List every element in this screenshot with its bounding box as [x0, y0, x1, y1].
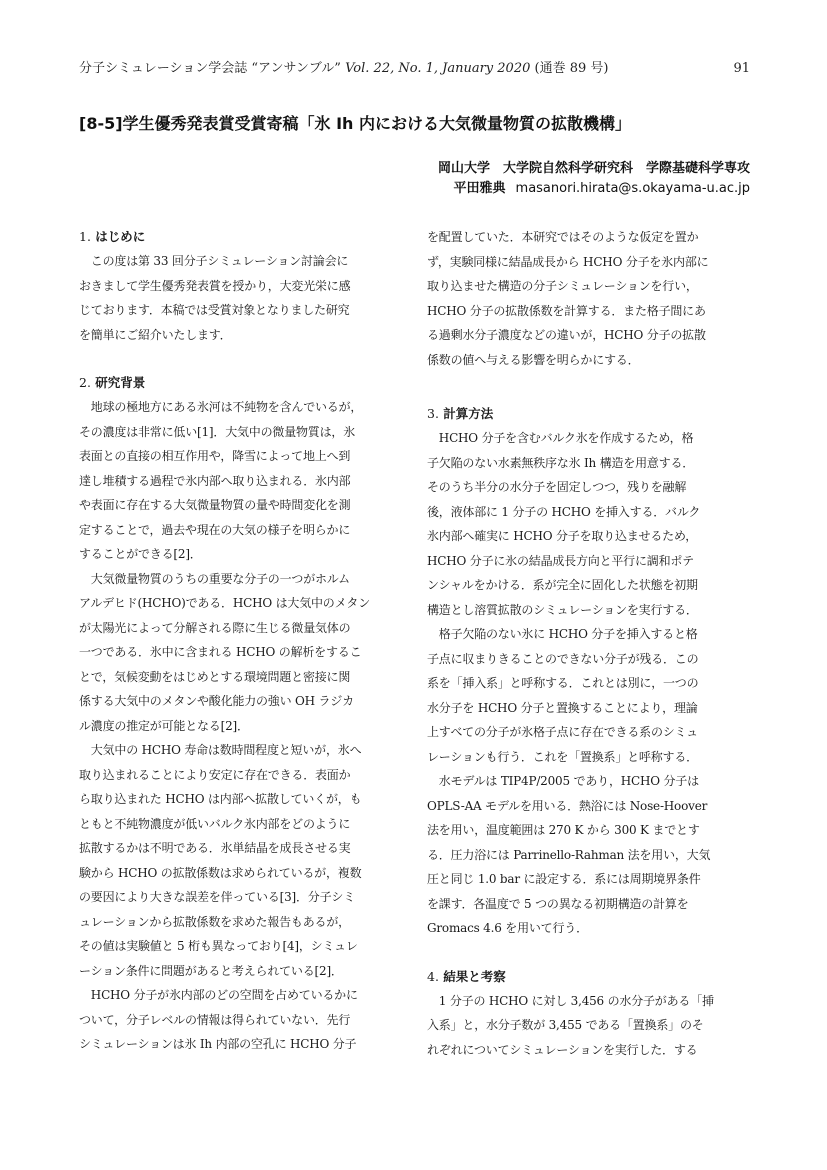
section-number: 3.	[427, 406, 439, 421]
section-heading-methods	[427, 402, 747, 426]
section-number: 1.	[79, 229, 91, 244]
paragraph: HCHO 分子が氷内部のどの空間を占めているかに ついて，分子レベルの情報は得られていない．先行 シミュレーションは氷 Ih 内部の空孔に HCHO 分子	[79, 988, 358, 1051]
paragraph: を配置していた．本研究ではそのような仮定を置か ず，実験同様に結晶成長から HCHO 分子を氷内部に 取り込ませた構造の分子シミュレーションを行い， HCHO 分子の拡散係数を計算する．また格子間にあ る過剰水分子濃度などの違いが，HCHO 分子の拡散 係数の値へ与える影響を明らかにする．	[427, 230, 709, 367]
section-heading-background	[79, 371, 399, 395]
paragraph: この度は第 33 回分子シミュレーション討論会に おきまして学生優秀発表賞を授かり，大変光栄に感 じております．本稿では受賞対象となりました研究 を簡単にご紹介いたします．	[79, 254, 351, 342]
affiliation: 岡山大学 大学院自然科学研究科 学際基礎科学専攻	[437, 161, 750, 176]
section-title: 結果と考察	[443, 968, 506, 984]
left-column	[79, 225, 399, 1057]
running-header	[79, 59, 750, 79]
author-line	[438, 179, 750, 199]
author-name: 平田雅典	[453, 181, 506, 196]
journal-volume: Vol. 22, No. 1, January 2020	[345, 61, 531, 76]
journal-name: 分子シミュレーション学会誌 “アンサンブル”	[79, 61, 341, 76]
section-heading-introduction	[79, 225, 399, 249]
article-title: [8-5]学生優秀発表賞受賞寄稿「氷 Ih 内における大気微量物質の拡散機構」	[79, 114, 632, 133]
paragraph: 格子欠陥のない氷に HCHO 分子を挿入すると格 子点に収まりきることのできない分子が残る．この 系を「挿入系」と呼称する．これとは別に，一つの 水分子を HCHO 分子と置換することにより，理論 上すべての分子が氷格子点に存在できる系のシミュ レーションも行う．これを「置換系」と呼称する．	[427, 627, 699, 764]
section-number: 4.	[427, 968, 439, 984]
author-email: masanori.hirata@s.okayama-u.ac.jp	[515, 181, 750, 196]
paragraph: HCHO 分子を含むバルク氷を作成するため，格 子欠陥のない水素無秩序な氷 Ih 構造を用意する． そのうち半分の水分子を固定しつつ，残りを融解 後，液体部に 1 分子の HCHO を挿入する．バルク 氷内部へ確実に HCHO 分子を取り込ませるため， HCHO 分子に氷の結晶成長方向と平行に調和ポテ ンシャルをかける．系が完全に固化した状態を初期 構造とし溶質拡散のシミュレーションを実行する．	[427, 431, 701, 617]
paragraph: 1 分子の HCHO に対し 3,456 の水分子がある「挿 入系」と，水分子数が 3,455 である「置換系」のそ れぞれについてシミュレーションを実行した．する	[427, 993, 714, 1057]
section-number: 2.	[79, 375, 91, 390]
paragraph: 大気中の HCHO 寿命は数時間程度と短いが，氷へ 取り込まれることにより安定に存在できる．表面か ら取り込まれた HCHO は内部へ拡散していくが，も ともと不純物濃度が低いバルク氷内部をどのように 拡散するかは不明である．氷単結晶を成長させる実 験から HCHO の拡散係数は求められているが，複数 の要因により大きな誤差を伴っている[3]．分子シミ ュレーションから拡散係数を求めた報告もあるが， その値は実験値と 5 桁も異なっており[4]，シミュレ ーション条件に問題があると考えられている[2]．	[79, 743, 362, 978]
paragraph: 大気微量物質のうちの重要な分子の一つがホルム アルデヒド(HCHO)である．HCHO は大気中のメタン が太陽光によって分解される際に生じる微量気体の 一つである．氷中に含まれる HCHO の解析をするこ とで，気候変動をはじめとする環境問題と密接に関 係する大気中のメタンや酸化能力の強い OH ラジカ ル濃度の推定が可能となる[2]．	[79, 571, 370, 733]
journal-issue: (通巻 89 号)	[534, 61, 609, 76]
right-column	[427, 225, 747, 1062]
paragraph: 地球の極地方にある氷河は不純物を含んでいるが， その濃度は非常に低い[1]．大気中の微量物質は，氷 表面との直接の相互作用や，降雪によって地上へ到 達し堆積する過程で氷内部へ取り込まれる．氷内部 や表面に存在する大気微量物質の量や時間変化を測 定することで，過去や現在の大気の様子を明らかに することができる[2]．	[79, 400, 363, 561]
journal-citation	[79, 59, 608, 79]
page-number: 91	[733, 61, 750, 76]
section-title: 計算方法	[443, 406, 494, 421]
section-heading-results	[427, 965, 747, 989]
paragraph: 水モデルは TIP4P/2005 であり，HCHO 分子は OPLS-AA モデルを用いる．熱浴には Nose-Hoover 法を用い，温度範囲は 270 K から 300 K までとす る．圧力浴には Parrinello-Rahman 法を用い，大気 圧と同じ 1.0 bar に設定する．系には周期境界条件 を課す．各温度で 5 つの異なる初期構造の計算を Gromacs 4.6 を用いて行う．	[427, 774, 711, 935]
section-title: 研究背景	[95, 375, 146, 390]
author-block	[438, 159, 750, 199]
section-title: はじめに	[95, 229, 146, 244]
